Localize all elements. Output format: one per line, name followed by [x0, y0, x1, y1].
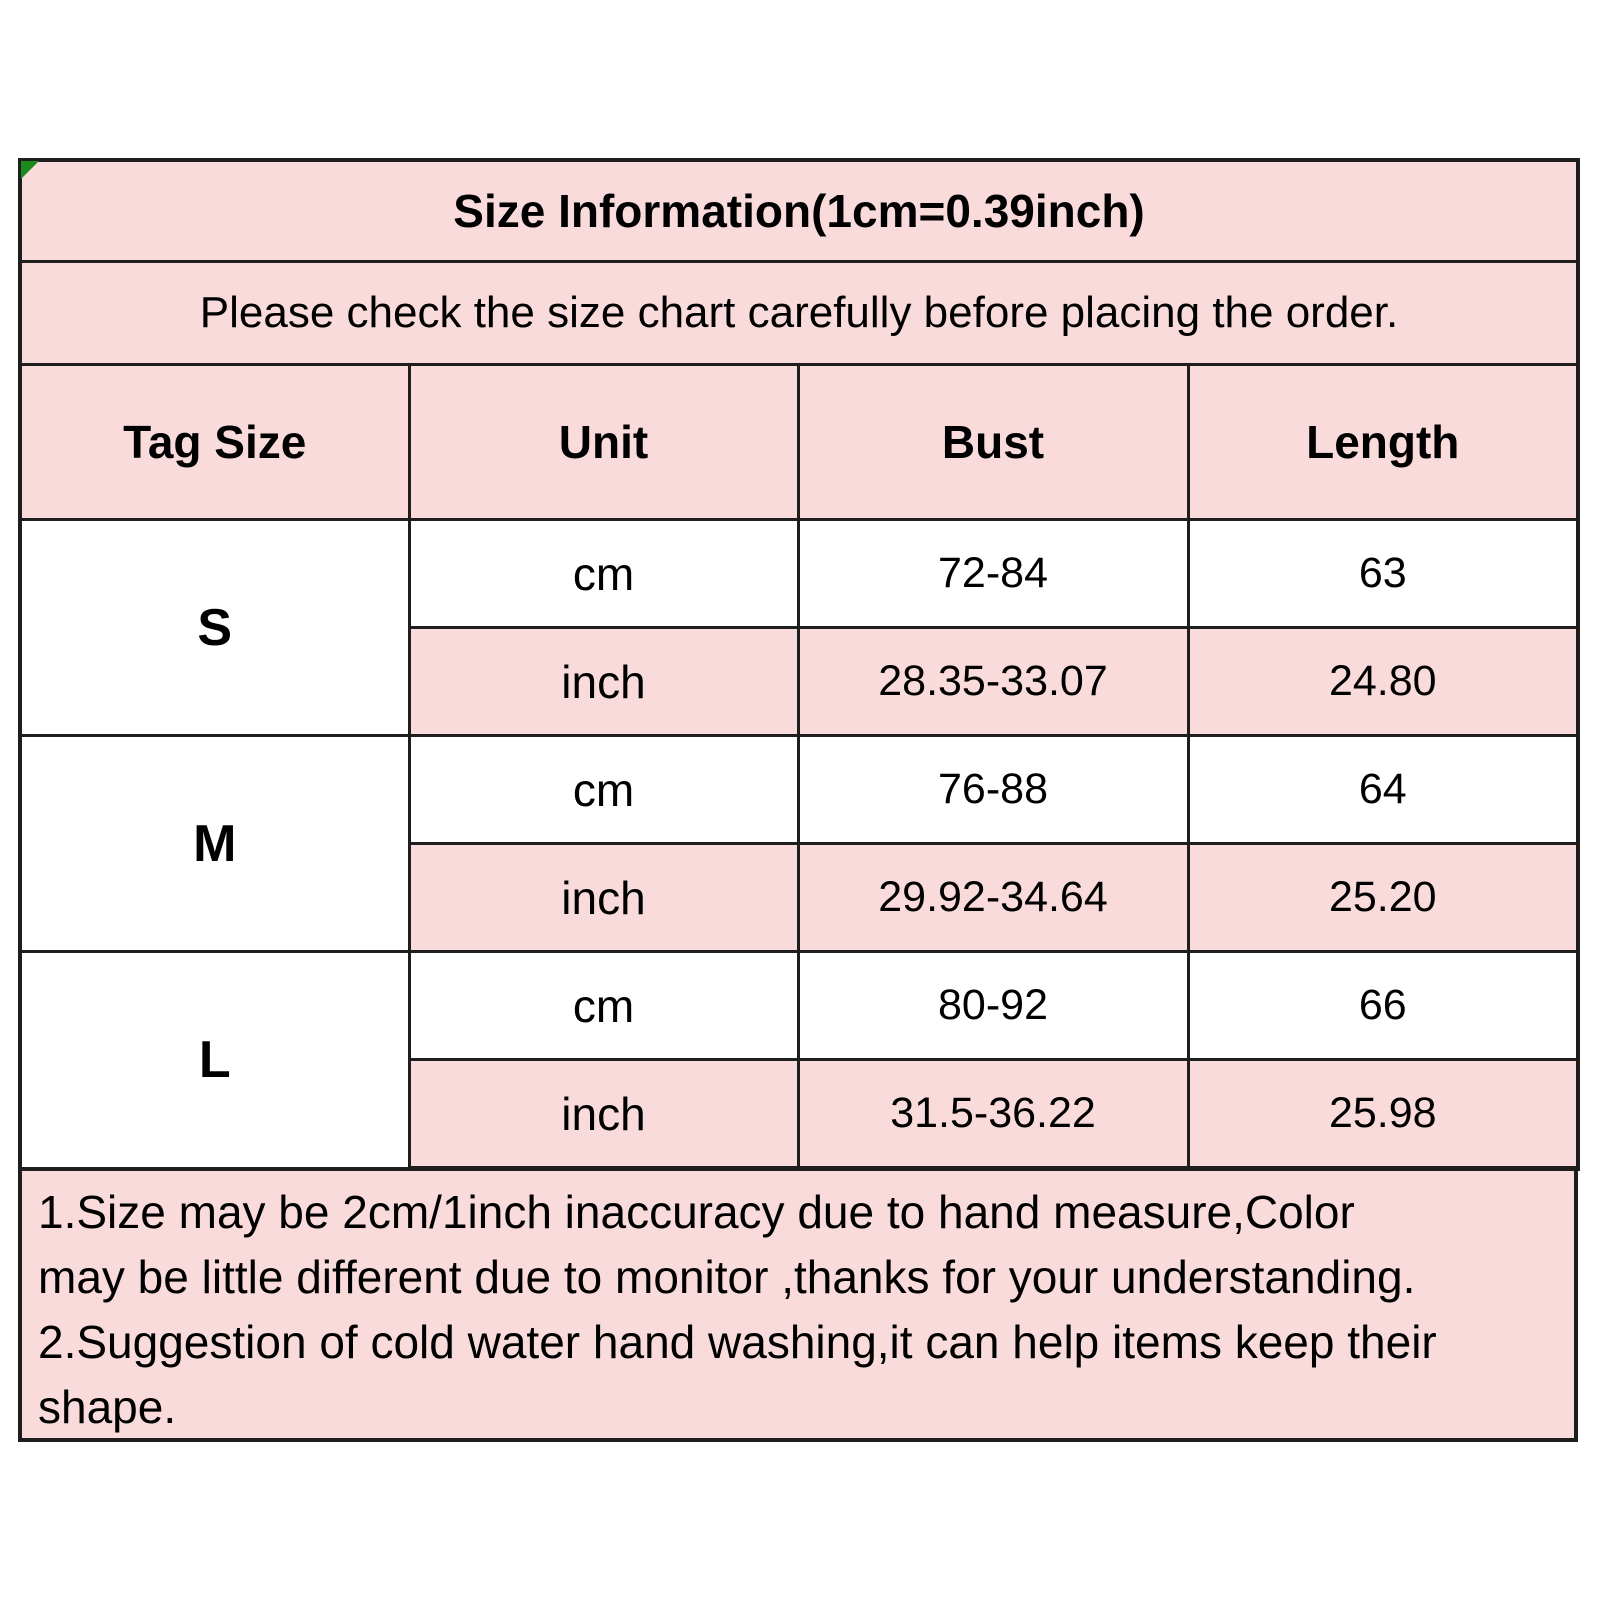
table-row — [20, 736, 1578, 844]
bust-cell: 29.92-34.64 — [798, 844, 1188, 952]
attention-line-3: 2.Suggestion of cold water hand washing,it can help items keep their — [38, 1316, 1437, 1368]
unit-cell: cm — [409, 736, 798, 844]
attention-line-2: may be little different due to monitor ,thanks for your understanding. — [38, 1251, 1416, 1303]
length-cell: 25.98 — [1188, 1060, 1578, 1169]
bust-cell: 31.5-36.22 — [798, 1060, 1188, 1169]
attention-line-1: 1.Size may be 2cm/1inch inaccuracy due to hand measure,Color — [38, 1186, 1355, 1238]
size-chart-table — [18, 158, 1580, 1171]
table-row — [20, 952, 1578, 1060]
col-header-tag-size: Tag Size — [20, 365, 409, 520]
table-title: Size Information(1cm=0.39inch) — [20, 160, 1578, 262]
spreadsheet-corner-marker-icon — [21, 161, 39, 179]
length-cell: 64 — [1188, 736, 1578, 844]
table-subtitle: Please check the size chart carefully before placing the order. — [20, 262, 1578, 365]
unit-cell: inch — [409, 1060, 798, 1169]
tag-size-s: S — [20, 520, 409, 736]
bust-cell: 80-92 — [798, 952, 1188, 1060]
col-header-unit: Unit — [409, 365, 798, 520]
tag-size-l: L — [20, 952, 409, 1169]
unit-cell: cm — [409, 952, 798, 1060]
unit-cell: inch — [409, 844, 798, 952]
length-cell: 66 — [1188, 952, 1578, 1060]
unit-cell: cm — [409, 520, 798, 628]
attention-note — [18, 1146, 1578, 1442]
length-cell: 63 — [1188, 520, 1578, 628]
length-cell: 24.80 — [1188, 628, 1578, 736]
bust-cell: 72-84 — [798, 520, 1188, 628]
col-header-length: Length — [1188, 365, 1578, 520]
tag-size-m: M — [20, 736, 409, 952]
length-cell: 25.20 — [1188, 844, 1578, 952]
col-header-bust: Bust — [798, 365, 1188, 520]
bust-cell: 28.35-33.07 — [798, 628, 1188, 736]
unit-cell: inch — [409, 628, 798, 736]
attention-line-4: shape. — [38, 1381, 177, 1433]
bust-cell: 76-88 — [798, 736, 1188, 844]
table-row — [20, 520, 1578, 628]
